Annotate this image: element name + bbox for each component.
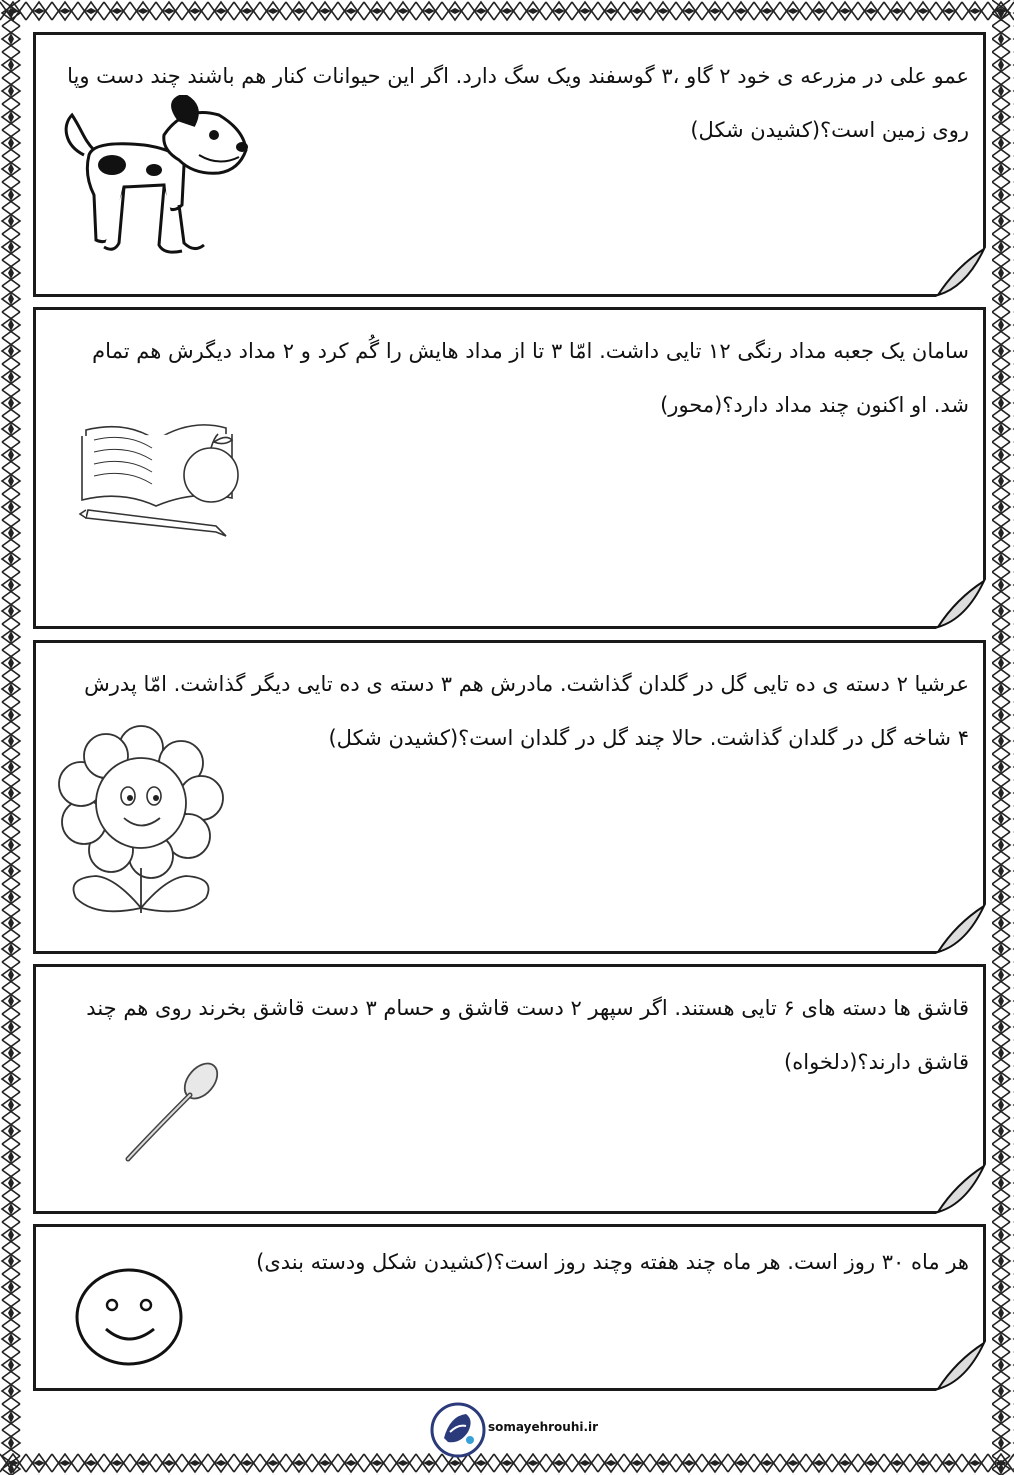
problem-3-line-1: عرشیا ۲ دسته ی ده تایی گل در گلدان گذاشت. مادرش هم ۳ دسته ی ده تایی دیگر گذاشت. امّا پدرش <box>84 672 969 696</box>
problem-2-line-1: سامان یک جعبه مداد رنگی ۱۲ تایی داشت. امّا ۳ تا از مداد هایش را گُم کرد و ۲ مداد دیگرش هم تمام <box>92 339 969 363</box>
problem-4-line-1: قاشق ها دسته های ۶ تایی هستند. اگر سپهر ۲ دست قاشق و حسام ۳ دست قاشق بخرند روی هم چند <box>86 996 969 1020</box>
dog-picture <box>54 95 254 265</box>
problem-3-line-2: ۴ شاخه گل در گلدان گذاشت. حالا چند گل در گلدان است؟(کشیدن شکل) <box>328 726 969 750</box>
spoon-picture <box>116 1059 226 1169</box>
page-curl <box>936 247 986 297</box>
flower-picture <box>56 718 226 928</box>
page-curl <box>936 1341 986 1391</box>
problem-card-3 <box>33 640 986 954</box>
problem-card-4 <box>33 964 986 1214</box>
page-curl <box>936 904 986 954</box>
problem-4-line-2: قاشق دارند؟(دلخواه) <box>784 1050 969 1074</box>
page-curl <box>936 1164 986 1214</box>
problem-card-5 <box>33 1224 986 1391</box>
problem-card-1 <box>33 32 986 297</box>
problem-1-line-1: عمو علی در مزرعه ی خود ۲ گاو ،۳ گوسفند ویک سگ دارد. اگر این حیوانات کنار هم باشند چند دست وپا <box>67 64 969 88</box>
problem-1-line-2: روی زمین است؟(کشیدن شکل) <box>690 118 969 142</box>
page-curl <box>936 579 986 629</box>
website-label[interactable]: somayehrouhi.ir <box>488 1420 599 1434</box>
problem-2-line-2: شد. او اکنون چند مداد دارد؟(محور) <box>660 393 969 417</box>
problem-5-line-1: هر ماه ۳۰ روز است. هر ماه چند هفته وچند روز است؟(کشیدن شکل ودسته بندی) <box>256 1250 969 1274</box>
problem-text-5 <box>50 1235 969 1289</box>
logo-emblem-icon <box>430 1402 486 1458</box>
problem-card-2 <box>33 307 986 629</box>
book-apple-pencil-picture <box>76 400 256 540</box>
footer-logo <box>430 1402 630 1458</box>
smiley-picture <box>74 1267 184 1367</box>
